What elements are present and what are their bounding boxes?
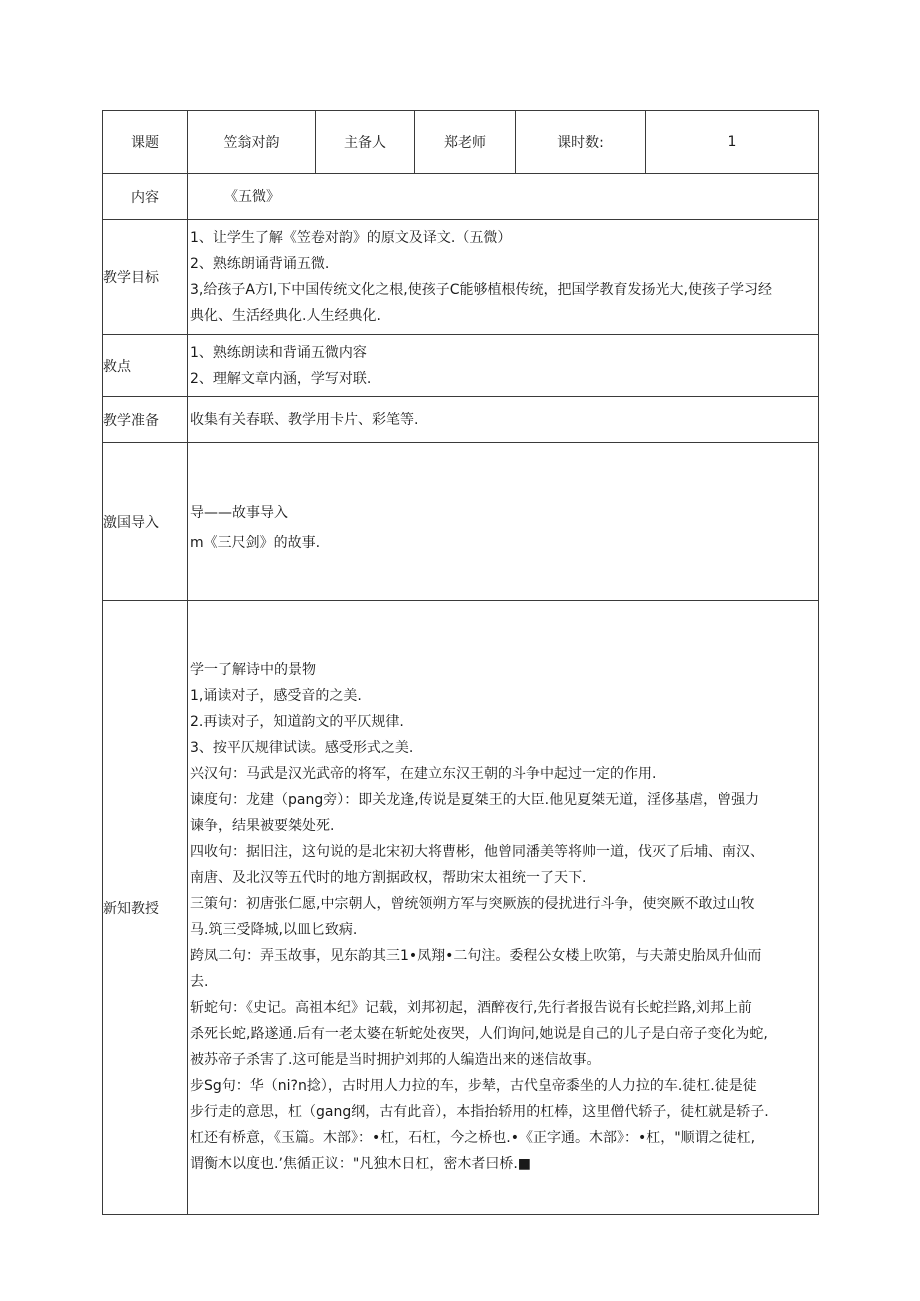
content-row (103, 174, 819, 220)
new-teaching-line: 马.筑三受降城,以皿匕致病. (190, 921, 358, 938)
introduction-row (103, 443, 819, 601)
lesson-plan-table (102, 110, 819, 1215)
content-label: 内容 (103, 174, 188, 220)
objectives-content (188, 220, 819, 335)
preparer-label: 主备人 (316, 111, 415, 174)
preparation-text: 收集有关春联、教学用卡片、彩笔等. (190, 411, 419, 428)
new-teaching-line: 斩蛇句：《史记。高祖本纪》记载，刘邦初起，酒醉夜行,先行者报告说有长蛇拦路,刘邦上前 (190, 999, 752, 1016)
introduction-line: m《三尺剑》的故事. (190, 534, 321, 551)
new-teaching-line: 1,诵读对子，感受音的之美. (190, 687, 362, 704)
preparation-row (103, 397, 819, 443)
new-teaching-line: 南唐、及北汉等五代时的地方割据政权，帮助宋太祖统一了天下. (190, 869, 587, 886)
new-teaching-content (188, 601, 819, 1215)
introduction-line: 导——故事导入 (190, 504, 288, 521)
content-text: 《五微》 (224, 188, 280, 205)
objective-line: 典化、生活经典化.人生经典化. (190, 308, 381, 324)
new-teaching-line: 谓衡木以度也.’焦循正议："凡独木日杠，密木者曰桥.■ (190, 1155, 532, 1172)
introduction-label: 激国导入 (103, 443, 188, 601)
new-teaching-line: 去. (190, 973, 209, 990)
preparation-label: 教学准备 (103, 397, 188, 443)
new-teaching-line: 3、按平仄规律试读。感受形式之美. (190, 739, 414, 756)
new-teaching-row (103, 601, 819, 1215)
key-points-row (103, 335, 819, 397)
new-teaching-line: 跨凤二句：弄玉故事，见东韵其三1•凤翔•二句注。委程公女楼上吹第，与夫萧史胎凤升仙而 (190, 947, 762, 964)
new-teaching-line: 四收句：据旧注，这句说的是北宋初大将曹彬，他曾同潘美等将帅一道，伐灭了后埔、南汉、 (190, 843, 764, 860)
new-teaching-line: 杀死长蛇,路遂通.后有一老太婆在斩蛇处夜哭，人们询问,她说是自己的儿子是白帝子变化为蛇, (190, 1025, 768, 1042)
new-teaching-label: 新知教授 (103, 601, 188, 1215)
new-teaching-line: 兴汉句：马武是汉光武帝的将军，在建立东汉王朝的斗争中起过一定的作用. (190, 765, 657, 782)
objective-line: 3,给孩子A方l,下中国传统文化之根,使孩子C能够植根传统，把国学教育发扬光大,使孩子学习经 (190, 282, 772, 298)
new-teaching-line: 三策句：初唐张仁愿,中宗朝人，曾统领朔方军与突厥族的侵扰进行斗争，使突厥不敢过山牧 (190, 895, 755, 912)
new-teaching-line: 谏度句：龙建（pang旁）：即关龙逢,传说是夏桀王的大臣.他见夏桀无道，淫侈基虐，曾强力 (190, 791, 760, 808)
topic-value: 笠翁对韵 (188, 111, 316, 174)
key-points-label: 救点 (103, 335, 188, 397)
topic-label: 课题 (103, 111, 188, 174)
key-point-line: 1、熟练朗读和背诵五微内容 (190, 344, 367, 361)
new-teaching-line: 步Sg句：华（ni?n捻），古时用人力拉的车，步辇，古代皇帝黍坐的人力拉的车.徒杠.徒是徒 (190, 1077, 757, 1094)
new-teaching-line: 杠还有桥意，《玉篇。木部》：•杠，石杠，今之桥也.•《正字通。木部》：•杠，"顺谓之徒杠, (190, 1129, 756, 1146)
hours-value: 1 (646, 111, 819, 174)
objective-line: 2、熟练朗诵背诵五微. (190, 256, 330, 272)
introduction-content (188, 443, 819, 601)
preparer-value: 郑老师 (415, 111, 516, 174)
new-teaching-line: 2.再读对子，知道韵文的平仄规律. (190, 713, 404, 730)
new-teaching-line: 步行走的意思，杠（gang纲，古有此音），本指抬轿用的杠棒，这里僧代轿子，徒杠就是轿子. (190, 1103, 769, 1120)
objectives-label: 教学目标 (103, 220, 188, 335)
new-teaching-line: 学一了解诗中的景物 (190, 661, 316, 678)
preparation-content (188, 397, 819, 443)
header-row (103, 111, 819, 174)
key-point-line: 2、理解文章内涵，学写对联. (190, 370, 372, 387)
new-teaching-line: 谏争，结果被要桀处死. (190, 817, 335, 834)
content-value (188, 174, 819, 220)
new-teaching-line: 被苏帝子杀害了.这可能是当时拥护刘邦的人编造出来的迷信故事。 (190, 1051, 601, 1068)
objectives-row (103, 220, 819, 335)
hours-label: 课时数: (516, 111, 646, 174)
objective-line: 1、让学生了解《笠卷对韵》的原文及译文.（五微） (190, 230, 512, 246)
key-points-content (188, 335, 819, 397)
